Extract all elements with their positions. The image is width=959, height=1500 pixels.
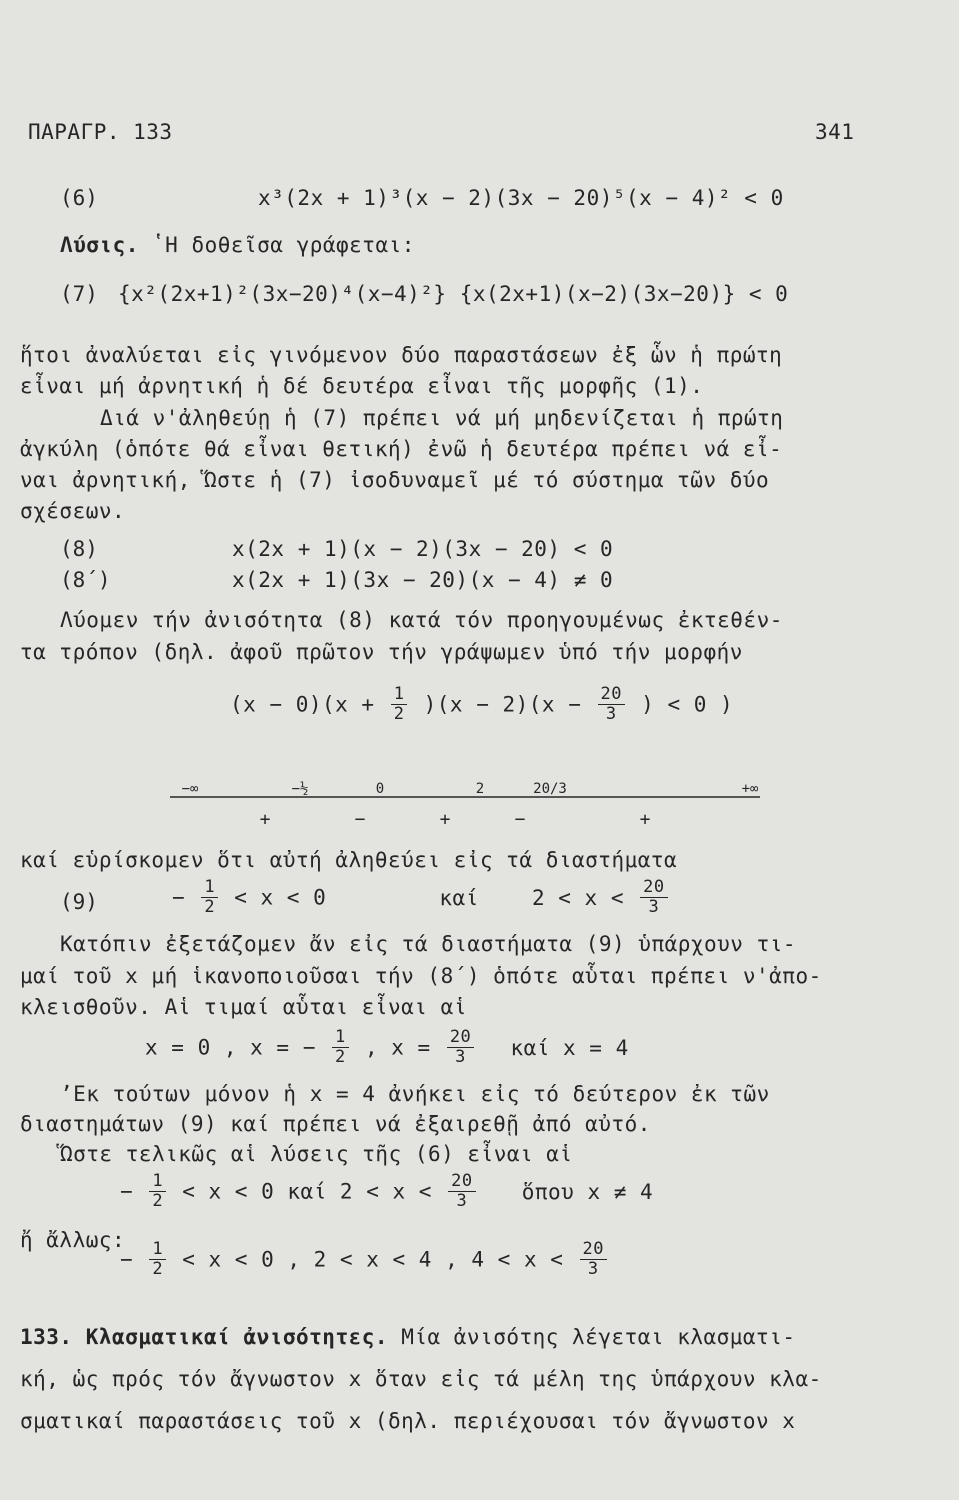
solution-line bbox=[60, 233, 415, 257]
sign-chart-sign: + bbox=[439, 809, 451, 830]
equation-label-7: (7) bbox=[60, 282, 98, 306]
sign-chart bbox=[160, 775, 780, 835]
sign-chart-sign: − bbox=[514, 809, 526, 830]
fraction-one-half: $\frac{1}{2}$ bbox=[149, 1240, 166, 1279]
sign-chart-tick-label: −½ bbox=[291, 781, 309, 797]
final-solution: − $\frac{1}{2}$ < x < 0 καί 2 < x < $\frac{20}{3}$ ὅπου x ≠ 4 bbox=[120, 1171, 654, 1211]
excluded-values: x = 0 , x = − $\frac{1}{2}$ , x = $\frac{20}{3}$ καί x = 4 bbox=[145, 1027, 629, 1067]
fraction-one-half: $\frac{1}{2}$ bbox=[149, 1172, 166, 1211]
section-title: Κλασματικαί ἀνισότητες. bbox=[85, 1325, 389, 1349]
text-line: κή, ὡς πρός τόν ἄγνωστον x ὅταν εἰς τά μέλη της ὑπάρχουν κλα- bbox=[20, 1367, 822, 1391]
text-line: κλεισθοῦν. Αἱ τιμαί αὗται εἶναι αἱ bbox=[20, 995, 467, 1019]
fraction-one-half: $\frac{1}{2}$ bbox=[332, 1028, 349, 1067]
text-line: ναι ἀρνητική, Ὥστε ἡ (7) ἰσοδυναμεῖ μέ τό σύστημα τῶν δύο bbox=[20, 468, 770, 492]
equation-label-8-prime: (8΄) bbox=[60, 568, 111, 592]
sign-chart-tick-label: 2 bbox=[475, 781, 485, 797]
inequality-6: x³(2x + 1)³(x − 2)(3x − 20)⁵(x − 4)² < 0 bbox=[258, 186, 784, 210]
text-line: Κατόπιν ἐξετάζομεν ἄν εἰς τά διαστήματα (9) ὑπάρχουν τι- bbox=[60, 932, 797, 956]
running-header: ΠΑΡΑΓΡ. 133 bbox=[28, 120, 173, 144]
section-heading-line bbox=[20, 1325, 795, 1349]
fraction-twenty-thirds: $\frac{20}{3}$ bbox=[598, 685, 625, 724]
alternative-label: ἤ ἄλλως: bbox=[20, 1228, 126, 1252]
fraction-one-half: $\frac{1}{2}$ bbox=[391, 685, 408, 724]
text-line: σχέσεων. bbox=[20, 499, 126, 523]
text-line: εἶναι μή ἀρνητική ἡ δέ δευτέρα εἶναι τῆς μορφῆς (1). bbox=[20, 374, 704, 398]
final-solution-alt: − $\frac{1}{2}$ < x < 0 , 2 < x < 4 , 4 < x < $\frac{20}{3}$ bbox=[120, 1240, 610, 1279]
sign-chart-tick-label: 20/3 bbox=[533, 781, 567, 797]
equation-label-6: (6) bbox=[60, 186, 98, 210]
text-line: ʼΕκ τούτων μόνον ἡ x = 4 ἀνήκει εἰς τό δεύτερον ἐκ τῶν bbox=[60, 1082, 770, 1106]
sign-chart-sign: + bbox=[639, 809, 651, 830]
condition-8-prime: x(2x + 1)(3x − 20)(x − 4) ≠ 0 bbox=[232, 568, 614, 592]
text-line: Διά ν'ἀληθεύῃ ἡ (7) πρέπει νά μή μηδενίζεται ἡ πρώτη bbox=[100, 406, 784, 430]
sign-chart-sign: + bbox=[259, 809, 271, 830]
fraction-twenty-thirds: $\frac{20}{3}$ bbox=[448, 1172, 475, 1211]
equation-label-8: (8) bbox=[60, 537, 98, 561]
text-line: σματικαί παραστάσεις τοῦ x (δηλ. περιέχουσαι τόν ἄγνωστον x bbox=[20, 1409, 796, 1433]
page-number: 341 bbox=[815, 120, 855, 144]
sign-chart-tick-label: −∞ bbox=[181, 781, 199, 797]
solution-label: Λύσις. bbox=[60, 233, 139, 257]
text-line: Λύομεν τήν ἀνισότητα (8) κατά τόν προηγουμένως ἐκτεθέν- bbox=[60, 608, 783, 632]
text-line: τα τρόπον (δηλ. ἀφοῦ πρῶτον τήν γράψωμεν ὑπό τήν μορφήν bbox=[20, 640, 743, 664]
solution-intro: ʽΗ δοθεῖσα γράφεται: bbox=[152, 233, 415, 257]
intervals-9: − $\frac{1}{2}$ < x < 0 καί 2 < x < $\frac{20}{3}$ bbox=[172, 878, 671, 917]
text-line: ἀγκύλη (ὁπότε θά εἶναι θετική) ἐνῶ ἡ δευτέρα πρέπει νά εἶ- bbox=[20, 437, 783, 461]
text-line: μαί τοῦ x μή ἱκανοποιοῦσαι τήν (8΄) ὁπότε αὗται πρέπει ν'ἀπο- bbox=[20, 964, 822, 988]
fraction-twenty-thirds: $\frac{20}{3}$ bbox=[447, 1028, 474, 1067]
sign-chart-tick-label: +∞ bbox=[741, 781, 759, 797]
text-line: διαστημάτων (9) καί πρέπει νά ἐξαιρεθῇ ἀπό αὐτό. bbox=[20, 1112, 651, 1136]
factored-form: (x − 0)(x + $\frac{1}{2}$ )(x − 2)(x − $\frac{20}{3}$ ) < 0 ) bbox=[230, 684, 734, 724]
fraction-twenty-thirds: $\frac{20}{3}$ bbox=[580, 1240, 607, 1279]
text-line: καί εὑρίσκομεν ὅτι αὐτή ἀληθεύει εἰς τά διαστήματα bbox=[20, 848, 678, 872]
sign-chart-tick-label: 0 bbox=[375, 781, 385, 797]
section-number: 133. bbox=[20, 1325, 73, 1349]
fraction-twenty-thirds: $\frac{20}{3}$ bbox=[640, 878, 667, 917]
section-text: Μία ἀνισότης λέγεται κλασματι- bbox=[401, 1325, 796, 1349]
inequality-8: x(2x + 1)(x − 2)(3x − 20) < 0 bbox=[232, 537, 614, 561]
sign-chart-sign: − bbox=[354, 809, 366, 830]
fraction-one-half: $\frac{1}{2}$ bbox=[201, 878, 218, 917]
text-line: Ὥστε τελικῶς αἱ λύσεις τῆς (6) εἶναι αἱ bbox=[60, 1142, 573, 1166]
equation-label-9: (9) bbox=[60, 890, 98, 914]
inequality-7: {x²(2x+1)²(3x−20)⁴(x−4)²} {x(2x+1)(x−2)(3x−20)} < 0 bbox=[118, 282, 789, 306]
text-line: ἥτοι ἀναλύεται εἰς γινόμενον δύο παραστάσεων ἐξ ὧν ἡ πρώτη bbox=[20, 343, 783, 367]
